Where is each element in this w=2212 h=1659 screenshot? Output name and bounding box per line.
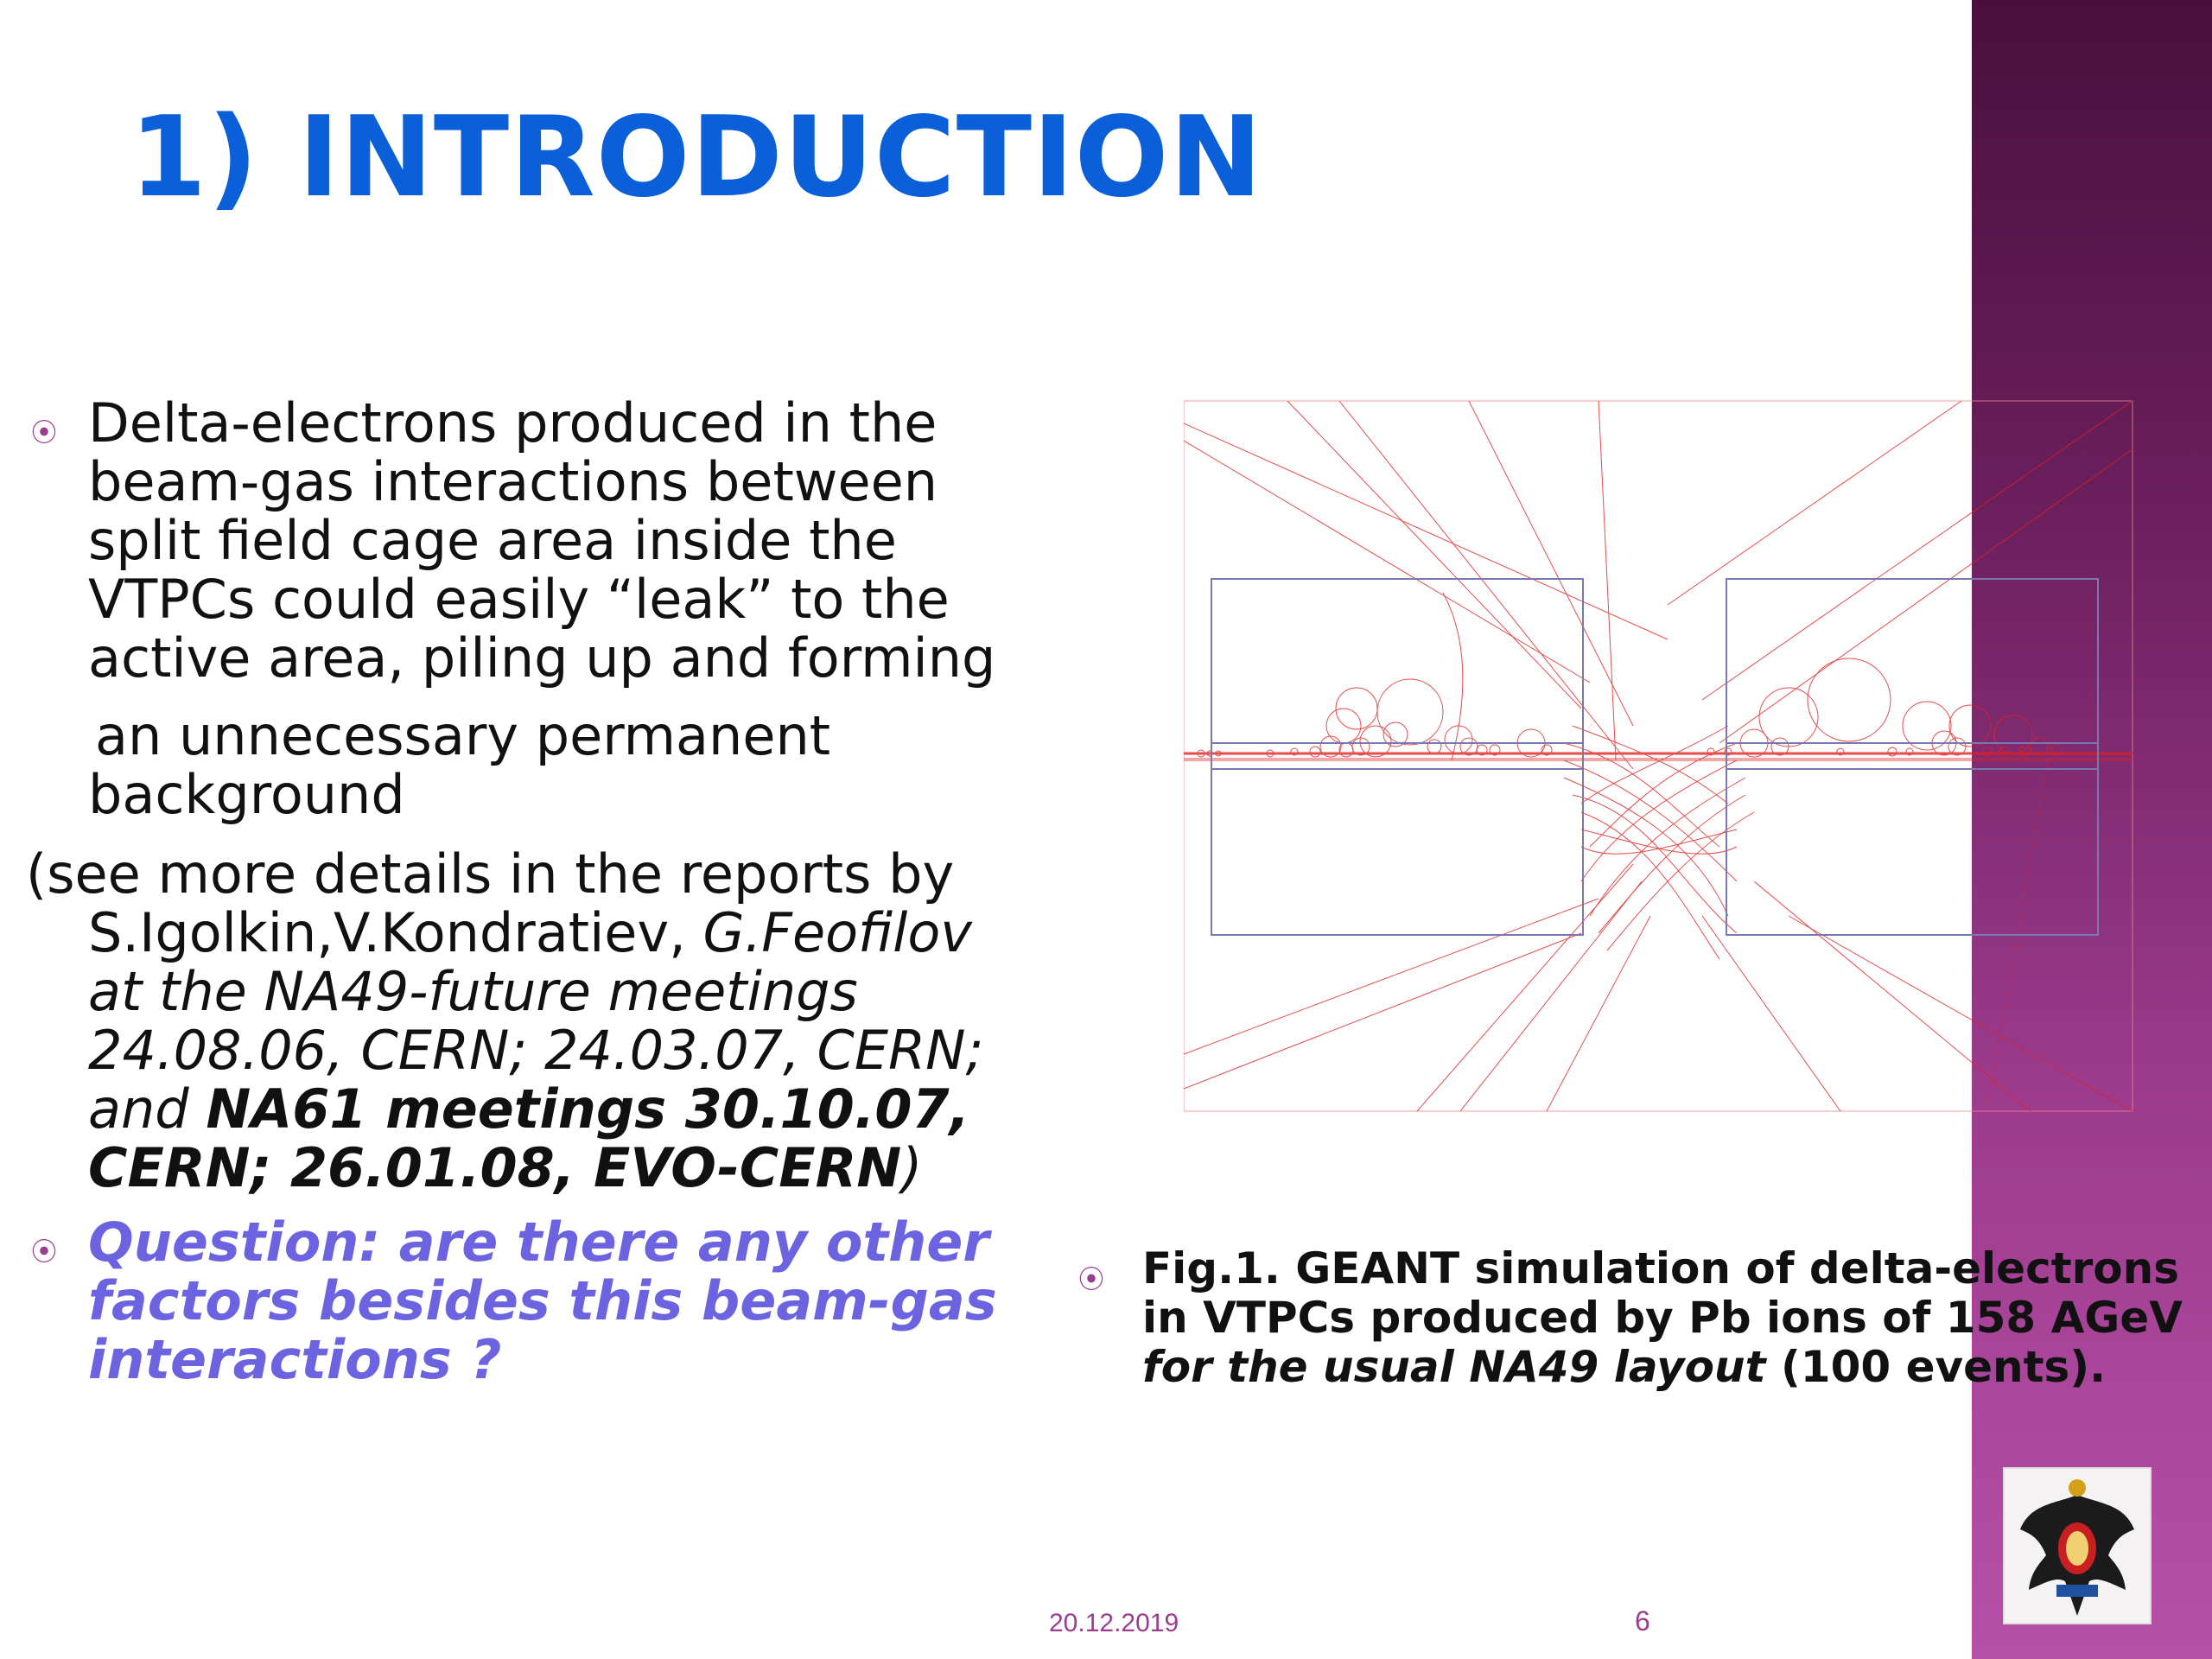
authors-text: S.Igolkin,V.Kondratiev, [88,901,703,964]
text-line: VTPCs could easily “leak” to the [88,568,950,631]
bullet-icon: ⦿ [31,418,57,448]
caption-line: Fig.1. GEANT simulation of delta-electrons [1142,1243,2179,1294]
text-line: beam-gas interactions between [88,450,938,513]
text-line: interactions ? [88,1328,502,1391]
references-paragraph [26,842,984,1199]
author-italic-text: G.Feofilov [702,901,972,964]
footer-date: 20.12.2019 [1049,1609,1179,1637]
text-line: 24.08.06, CERN; 24.03.07, CERN; [88,1019,984,1082]
eagle-emblem-icon [2003,1467,2152,1624]
text-line: (see more details in the reports by [26,842,955,906]
intro-paragraph [88,391,996,690]
caption-plain-text: (100 events). [1765,1342,2107,1392]
text-line: Delta-electrons produced in the [88,391,938,454]
figure-caption [1142,1244,2183,1392]
text-line [88,1136,983,1199]
text-line: at the NA49-future meetings [88,960,858,1023]
meetings-bold-text: NA61 meetings 30.10.07, [206,1077,970,1141]
text-line [88,901,983,964]
text-line: factors besides this beam-gas [88,1269,997,1332]
caption-italic-text: for the usual NA49 layout [1142,1342,1766,1392]
text-line: split field cage area inside the [88,509,897,572]
geant-simulation-figure [1184,397,2134,1115]
text-line: background [88,763,405,826]
question-paragraph [88,1213,997,1389]
meetings-bold-text: CERN; 26.01.08, EVO-CERN [88,1136,902,1199]
text-line [88,1077,983,1141]
intro-paragraph-continuation [88,704,831,826]
text-line: an unnecessary permanent [95,704,831,767]
caption-line [1142,1343,2183,1392]
page-number: 6 [1635,1605,1650,1637]
text-line: Question: are there any other [88,1211,989,1274]
bullet-icon: ⦿ [31,1237,57,1268]
close-paren-text: ) [901,1136,923,1199]
and-text: and [88,1077,207,1141]
bullet-icon: ⦿ [1078,1265,1104,1295]
caption-line: in VTPCs produced by Pb ions of 158 AGeV [1142,1293,2183,1343]
text-line: active area, piling up and forming [88,626,996,690]
slide-title: 1) INTRODUCTION [130,93,1263,222]
